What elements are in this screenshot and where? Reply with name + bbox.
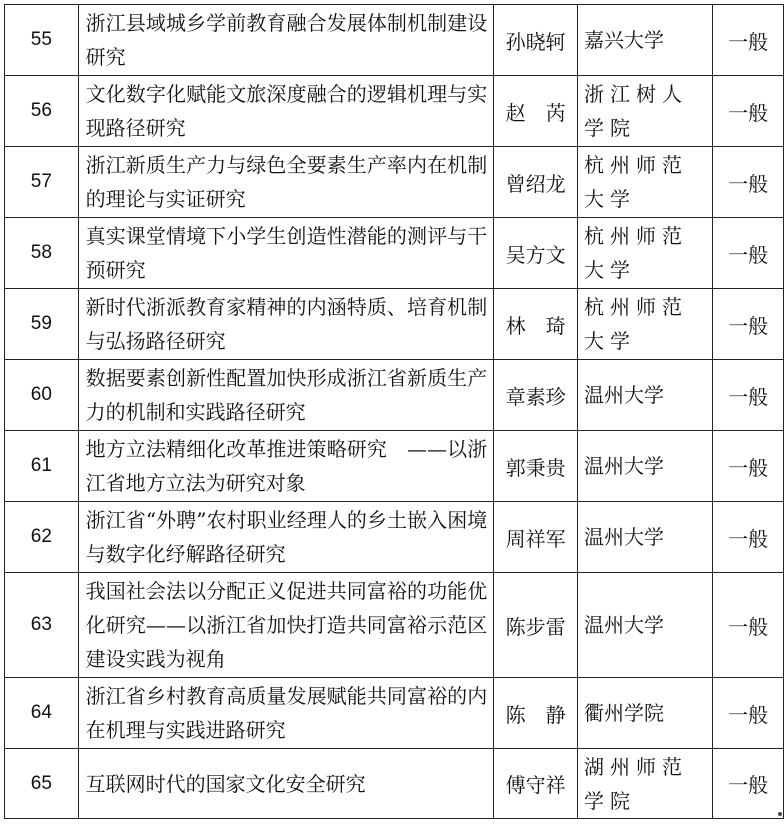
principal-name: 傅守祥 (494, 749, 578, 819)
table-row (5, 218, 784, 289)
project-level: 一般 (713, 749, 784, 819)
row-number: 57 (5, 147, 79, 218)
project-title: 互联网时代的国家文化安全研究 (78, 749, 494, 819)
row-number: 62 (5, 502, 79, 573)
institution: 温州大学 (577, 502, 712, 573)
row-number: 58 (5, 218, 79, 289)
principal-name: 吴方文 (494, 218, 578, 289)
principal-name: 赵 芮 (494, 76, 578, 147)
table-row (5, 76, 784, 147)
principal-name: 章素珍 (494, 360, 578, 431)
project-level: 一般 (713, 360, 784, 431)
table-row (5, 749, 784, 819)
row-number: 55 (5, 5, 79, 76)
table-row (5, 678, 784, 749)
row-number: 64 (5, 678, 79, 749)
project-level: 一般 (713, 431, 784, 502)
project-title: 浙江省乡村教育高质量发展赋能共同富裕的内在机理与实践进路研究 (78, 678, 494, 749)
table-row (5, 431, 784, 502)
institution: 嘉兴大学 (577, 5, 712, 76)
institution: 湖州师范学院 (577, 749, 712, 819)
institution: 杭州师范大学 (577, 147, 712, 218)
row-number: 59 (5, 289, 79, 360)
principal-name: 陈步雷 (494, 573, 578, 678)
principal-name: 郭秉贵 (494, 431, 578, 502)
project-list-table (4, 4, 784, 819)
institution: 杭州师范大学 (577, 218, 712, 289)
table-row (5, 502, 784, 573)
table-row (5, 360, 784, 431)
project-level: 一般 (713, 573, 784, 678)
institution: 衢州学院 (577, 678, 712, 749)
institution: 温州大学 (577, 573, 712, 678)
table-row (5, 5, 784, 76)
principal-name: 周祥军 (494, 502, 578, 573)
project-level: 一般 (713, 5, 784, 76)
project-level: 一般 (713, 147, 784, 218)
principal-name: 林 琦 (494, 289, 578, 360)
principal-name: 孙晓轲 (494, 5, 578, 76)
project-title: 浙江省“外聘”农村职业经理人的乡土嵌入困境与数字化纾解路径研究 (78, 502, 494, 573)
institution: 温州大学 (577, 431, 712, 502)
project-level: 一般 (713, 502, 784, 573)
row-number: 56 (5, 76, 79, 147)
project-title: 地方立法精细化改革推进策略研究 ——以浙江省地方立法为研究对象 (78, 431, 494, 502)
row-number: 61 (5, 431, 79, 502)
row-number: 65 (5, 749, 79, 819)
table-row (5, 289, 784, 360)
project-title: 真实课堂情境下小学生创造性潜能的测评与干预研究 (78, 218, 494, 289)
principal-name: 陈 静 (494, 678, 578, 749)
institution: 杭州师范大学 (577, 289, 712, 360)
scan-artifact-dot (778, 812, 782, 816)
institution: 浙江树人学院 (577, 76, 712, 147)
project-title: 文化数字化赋能文旅深度融合的逻辑机理与实现路径研究 (78, 76, 494, 147)
project-title: 我国社会法以分配正义促进共同富裕的功能优化研究——以浙江省加快打造共同富裕示范区建设实践为视角 (78, 573, 494, 678)
project-level: 一般 (713, 678, 784, 749)
table-row (5, 147, 784, 218)
institution: 温州大学 (577, 360, 712, 431)
row-number: 63 (5, 573, 79, 678)
project-level: 一般 (713, 289, 784, 360)
project-title: 新时代浙派教育家精神的内涵特质、培育机制与弘扬路径研究 (78, 289, 494, 360)
project-title: 浙江新质生产力与绿色全要素生产率内在机制的理论与实证研究 (78, 147, 494, 218)
project-level: 一般 (713, 218, 784, 289)
table-row (5, 573, 784, 678)
project-title: 数据要素创新性配置加快形成浙江省新质生产力的机制和实践路径研究 (78, 360, 494, 431)
row-number: 60 (5, 360, 79, 431)
project-level: 一般 (713, 76, 784, 147)
principal-name: 曾绍龙 (494, 147, 578, 218)
project-title: 浙江县域城乡学前教育融合发展体制机制建设研究 (78, 5, 494, 76)
